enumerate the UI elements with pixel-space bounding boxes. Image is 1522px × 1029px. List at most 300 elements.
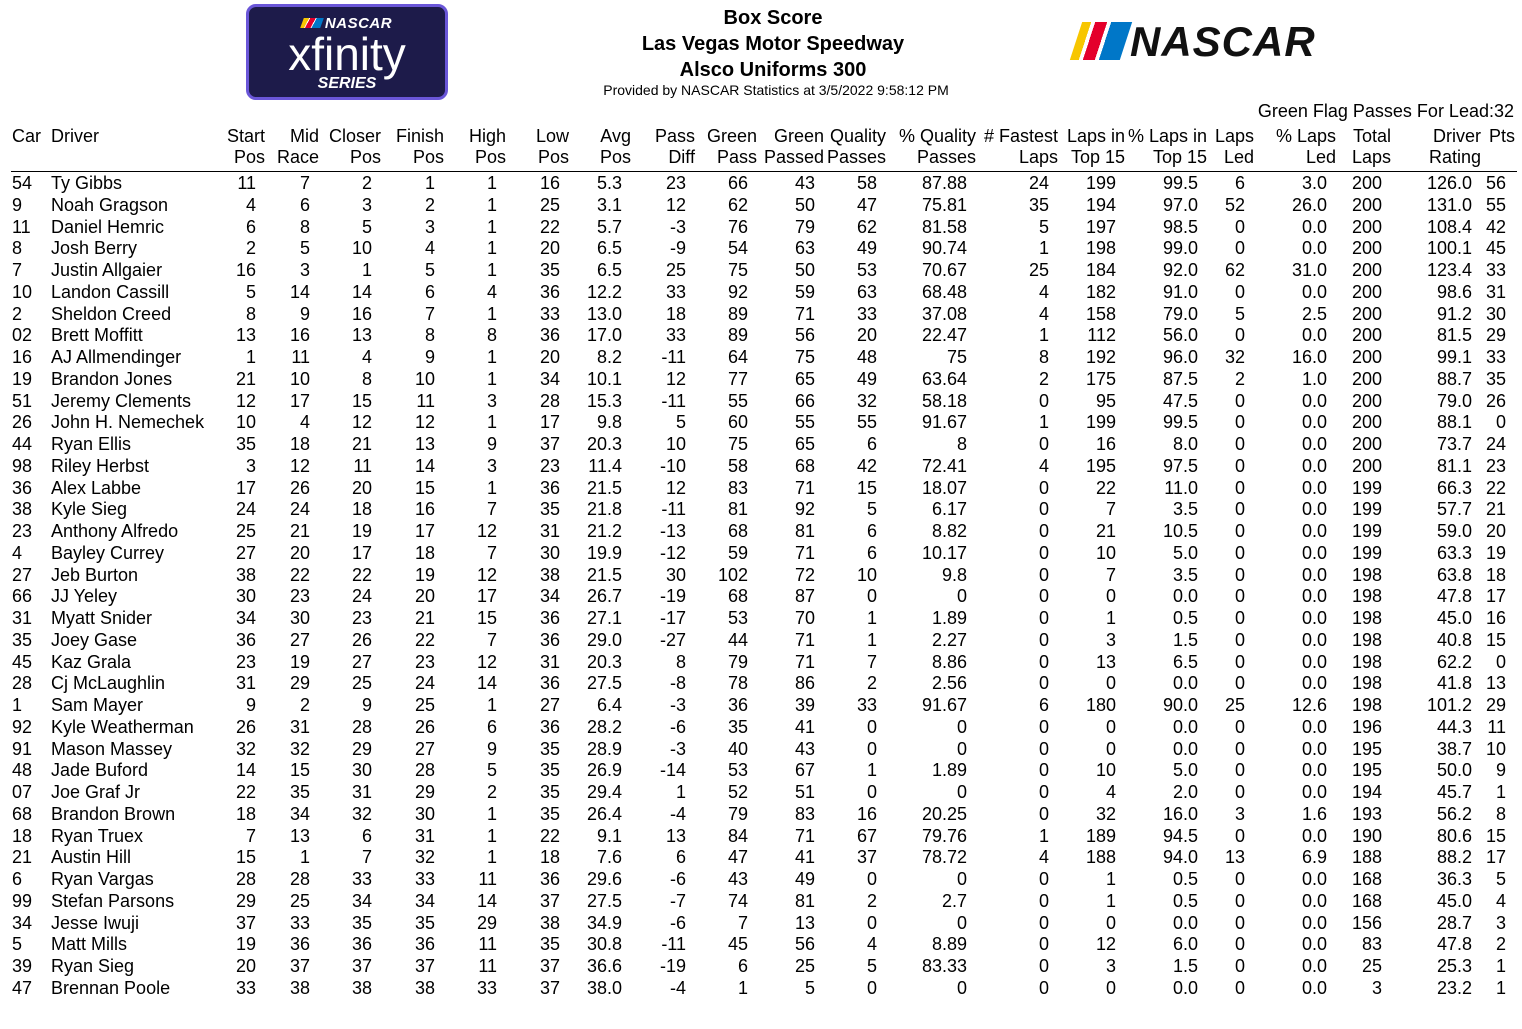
cell-laps-in-top-15: 16 <box>1095 434 1116 454</box>
cell-fastest-laps: 1 <box>1038 325 1049 346</box>
cell-driver-rating: 57.7 <box>1436 499 1472 520</box>
cell-low-pos: 30 <box>539 542 560 563</box>
cell-avg-pos: 15.3 <box>586 390 622 411</box>
column-header-line2: Laps <box>1018 147 1058 167</box>
cell-green-pass: 55 <box>727 390 748 411</box>
cell-start-pos: 13 <box>235 325 256 346</box>
column-header-line1: % Laps in <box>1127 126 1207 146</box>
cell-laps-led: 0 <box>1234 716 1245 737</box>
cell-laps-led: 0 <box>1234 934 1245 955</box>
cell-total-laps: 193 <box>1351 803 1382 824</box>
cell-laps-led: 0 <box>1234 390 1245 411</box>
cell-low-pos: 27 <box>539 695 560 715</box>
column-header-line2: Pos <box>537 147 569 167</box>
cell-pass-diff: 23 <box>665 173 686 193</box>
cell-quality-passes: 6 <box>866 521 877 541</box>
cell-pct-laps-in-top-15: 56.0 <box>1162 325 1198 346</box>
cell-avg-pos: 21.8 <box>586 499 622 520</box>
cell-pts: 16 <box>1485 608 1506 628</box>
cell-green-pass: 45 <box>727 934 748 955</box>
cell-car: 9 <box>12 194 23 215</box>
cell-driver: Joe Graf Jr <box>51 782 141 802</box>
cell-total-laps: 25 <box>1361 956 1382 976</box>
cell-laps-in-top-15: 0 <box>1105 673 1116 694</box>
cell-start-pos: 15 <box>235 847 256 868</box>
cell-avg-pos: 26.7 <box>586 586 622 607</box>
cell-laps-led: 13 <box>1224 847 1245 868</box>
cell-fastest-laps: 25 <box>1028 260 1049 280</box>
cell-high-pos: 6 <box>486 716 497 737</box>
cell-pct-quality-passes: 2.7 <box>941 890 967 911</box>
cell-laps-led: 0 <box>1234 738 1245 759</box>
cell-laps-in-top-15: 10 <box>1095 542 1116 563</box>
cell-laps-in-top-15: 3 <box>1105 956 1116 976</box>
cell-laps-in-top-15: 22 <box>1095 477 1116 498</box>
cell-pct-quality-passes: 90.74 <box>921 238 967 259</box>
cell-pct-laps-in-top-15: 0.0 <box>1172 673 1198 694</box>
cell-low-pos: 22 <box>539 825 560 846</box>
cell-green-passed: 13 <box>794 912 815 933</box>
cell-closer-pos: 33 <box>351 869 372 889</box>
xfinity-logo-top-label: NASCAR <box>324 15 393 32</box>
provided-by-line: Provided by NASCAR Statistics at 3/5/2022 9:58:12 PM <box>603 82 949 98</box>
cell-high-pos: 17 <box>476 586 497 607</box>
cell-finish-pos: 23 <box>414 651 435 672</box>
cell-mid-race: 24 <box>289 499 310 520</box>
table-row <box>0 673 1522 695</box>
cell-avg-pos: 11.4 <box>588 455 622 476</box>
cell-low-pos: 25 <box>539 194 560 215</box>
cell-pct-quality-passes: 6.17 <box>931 499 967 520</box>
column-header-line1: Low <box>535 126 569 146</box>
cell-pct-quality-passes: 1.89 <box>931 760 967 781</box>
cell-mid-race: 23 <box>289 586 310 607</box>
nascar-stripes-icon <box>1070 22 1132 60</box>
table-row <box>0 847 1522 869</box>
cell-pct-laps-in-top-15: 79.0 <box>1162 303 1198 324</box>
cell-quality-passes: 4 <box>866 934 877 955</box>
cell-car: 1 <box>12 695 23 715</box>
cell-green-pass: 79 <box>727 651 748 672</box>
cell-pct-quality-passes: 91.67 <box>921 695 967 715</box>
cell-pass-diff: 33 <box>665 325 686 346</box>
cell-pct-laps-in-top-15: 94.0 <box>1162 847 1198 868</box>
cell-pct-laps-led: 0.0 <box>1301 281 1327 302</box>
column-header-line1: Total <box>1352 126 1391 146</box>
cell-start-pos: 10 <box>235 412 256 433</box>
cell-finish-pos: 8 <box>424 325 435 346</box>
cell-driver: Landon Cassill <box>51 281 170 302</box>
cell-green-pass: 44 <box>727 629 748 650</box>
cell-driver: Ryan Vargas <box>51 869 154 889</box>
cell-driver-rating: 98.6 <box>1436 281 1472 302</box>
cell-driver: Jeb Burton <box>51 564 139 585</box>
column-header-line2: Passed <box>763 147 824 167</box>
cell-pts: 33 <box>1485 347 1506 367</box>
cell-start-pos: 18 <box>235 803 256 824</box>
cell-laps-in-top-15: 158 <box>1085 303 1116 324</box>
cell-start-pos: 26 <box>235 716 256 737</box>
cell-high-pos: 11 <box>478 934 497 955</box>
cell-green-passed: 71 <box>794 477 815 498</box>
cell-pct-quality-passes: 8.86 <box>931 651 967 672</box>
table-row <box>0 260 1522 282</box>
cell-pct-laps-led: 0.0 <box>1301 912 1327 933</box>
cell-quality-passes: 2 <box>866 890 877 911</box>
cell-laps-led: 0 <box>1234 216 1245 237</box>
cell-start-pos: 23 <box>235 651 256 672</box>
cell-start-pos: 27 <box>235 542 256 563</box>
table-row <box>0 739 1522 761</box>
cell-closer-pos: 16 <box>351 303 372 324</box>
column-header-line1: % Laps <box>1275 126 1336 146</box>
cell-closer-pos: 24 <box>351 586 372 607</box>
cell-finish-pos: 16 <box>414 499 435 520</box>
cell-mid-race: 35 <box>289 782 310 802</box>
cell-car: 38 <box>12 499 33 520</box>
cell-driver-rating: 126.0 <box>1426 173 1472 193</box>
cell-pct-laps-led: 0.0 <box>1301 390 1327 411</box>
cell-high-pos: 3 <box>486 455 497 476</box>
cell-pass-diff: -3 <box>669 738 686 759</box>
cell-mid-race: 5 <box>299 238 310 259</box>
cell-pct-laps-in-top-15: 97.0 <box>1162 194 1198 215</box>
cell-pts: 4 <box>1495 890 1506 911</box>
cell-low-pos: 17 <box>539 412 560 433</box>
cell-start-pos: 25 <box>235 521 256 541</box>
cell-start-pos: 14 <box>235 760 256 781</box>
cell-total-laps: 199 <box>1351 521 1382 541</box>
cell-fastest-laps: 0 <box>1038 956 1049 976</box>
cell-pct-laps-led: 0.0 <box>1301 216 1327 237</box>
cell-laps-in-top-15: 180 <box>1085 695 1116 715</box>
cell-green-pass: 36 <box>727 695 748 715</box>
cell-green-passed: 41 <box>794 847 815 868</box>
cell-green-passed: 56 <box>794 934 815 955</box>
cell-start-pos: 9 <box>245 695 256 715</box>
cell-quality-passes: 0 <box>866 782 877 802</box>
cell-finish-pos: 14 <box>414 455 435 476</box>
cell-mid-race: 25 <box>289 890 310 911</box>
cell-pct-laps-led: 0.0 <box>1301 455 1327 476</box>
cell-pts: 15 <box>1485 629 1506 650</box>
cell-high-pos: 9 <box>486 434 497 454</box>
cell-avg-pos: 5.3 <box>596 173 622 193</box>
cell-total-laps: 200 <box>1351 281 1382 302</box>
table-row <box>0 978 1522 1000</box>
cell-driver-rating: 88.2 <box>1436 847 1472 868</box>
cell-laps-in-top-15: 112 <box>1087 325 1116 346</box>
cell-fastest-laps: 0 <box>1038 608 1049 628</box>
cell-car: 28 <box>12 673 33 694</box>
cell-pass-diff: -19 <box>659 956 686 976</box>
column-header-line2: Laps <box>1351 147 1391 167</box>
cell-quality-passes: 0 <box>866 977 877 998</box>
cell-closer-pos: 2 <box>361 173 372 193</box>
cell-pass-diff: 12 <box>665 194 686 215</box>
cell-driver-rating: 73.7 <box>1436 434 1472 454</box>
cell-start-pos: 38 <box>235 564 256 585</box>
cell-pass-diff: 6 <box>675 847 686 868</box>
cell-green-passed: 75 <box>794 347 815 367</box>
cell-total-laps: 198 <box>1351 586 1382 607</box>
cell-pts: 29 <box>1485 325 1506 346</box>
cell-closer-pos: 31 <box>351 782 372 802</box>
cell-avg-pos: 29.0 <box>586 629 622 650</box>
cell-green-pass: 40 <box>727 738 748 759</box>
nascar-logo-wordmark: NASCAR <box>1130 18 1316 65</box>
cell-laps-in-top-15: 182 <box>1085 281 1116 302</box>
table-row <box>0 304 1522 326</box>
cell-fastest-laps: 0 <box>1038 977 1049 998</box>
table-row <box>0 499 1522 521</box>
cell-pct-quality-passes: 18.07 <box>921 477 967 498</box>
cell-mid-race: 9 <box>299 303 310 324</box>
cell-driver: Josh Berry <box>51 238 138 259</box>
cell-laps-in-top-15: 0 <box>1105 738 1116 759</box>
cell-quality-passes: 6 <box>866 434 877 454</box>
cell-fastest-laps: 0 <box>1038 629 1049 650</box>
cell-fastest-laps: 24 <box>1028 173 1049 193</box>
cell-pass-diff: -4 <box>669 977 686 998</box>
cell-fastest-laps: 0 <box>1038 434 1049 454</box>
cell-start-pos: 28 <box>235 869 256 889</box>
cell-car: 6 <box>12 869 23 889</box>
cell-quality-passes: 0 <box>866 869 877 889</box>
cell-quality-passes: 49 <box>856 238 877 259</box>
table-row <box>0 782 1522 804</box>
table-row <box>0 826 1522 848</box>
cell-avg-pos: 6.4 <box>596 695 622 715</box>
cell-green-pass: 64 <box>727 347 748 367</box>
cell-total-laps: 188 <box>1351 847 1382 868</box>
cell-green-passed: 25 <box>794 956 815 976</box>
cell-pct-quality-passes: 2.27 <box>931 629 967 650</box>
cell-pass-diff: -3 <box>669 695 686 715</box>
column-header-line1: Quality <box>829 126 886 146</box>
cell-start-pos: 6 <box>245 216 256 237</box>
cell-closer-pos: 18 <box>351 499 372 520</box>
cell-pct-quality-passes: 1.89 <box>931 608 967 628</box>
cell-closer-pos: 5 <box>361 216 372 237</box>
cell-green-pass: 77 <box>727 368 748 389</box>
cell-high-pos: 14 <box>476 890 497 911</box>
cell-driver: Jade Buford <box>51 760 149 781</box>
cell-closer-pos: 25 <box>351 673 372 694</box>
cell-laps-in-top-15: 10 <box>1095 760 1116 781</box>
cell-quality-passes: 1 <box>866 608 877 628</box>
cell-high-pos: 1 <box>486 260 497 280</box>
table-row <box>0 717 1522 739</box>
cell-green-passed: 51 <box>794 782 815 802</box>
cell-laps-led: 0 <box>1234 412 1245 433</box>
cell-green-passed: 65 <box>794 434 815 454</box>
cell-total-laps: 168 <box>1351 890 1382 911</box>
cell-driver-rating: 81.1 <box>1436 455 1472 476</box>
cell-driver-rating: 45.7 <box>1436 782 1472 802</box>
cell-green-passed: 50 <box>794 260 815 280</box>
cell-low-pos: 36 <box>539 477 560 498</box>
cell-laps-in-top-15: 12 <box>1095 934 1116 955</box>
cell-mid-race: 27 <box>289 629 310 650</box>
cell-car: 66 <box>12 586 33 607</box>
cell-green-passed: 71 <box>794 542 815 563</box>
cell-fastest-laps: 0 <box>1038 586 1049 607</box>
column-header-line2: Led <box>1305 147 1336 167</box>
cell-closer-pos: 14 <box>351 281 372 302</box>
cell-pts: 45 <box>1485 238 1506 259</box>
column-header-line1: # Fastest <box>983 126 1058 146</box>
cell-start-pos: 20 <box>235 956 256 976</box>
cell-pts: 8 <box>1495 803 1506 824</box>
cell-high-pos: 1 <box>486 173 497 193</box>
race-name: Alsco Uniforms 300 <box>679 59 867 81</box>
cell-laps-in-top-15: 0 <box>1105 912 1116 933</box>
cell-finish-pos: 30 <box>414 803 435 824</box>
cell-driver-rating: 63.3 <box>1436 542 1472 563</box>
cell-avg-pos: 29.4 <box>586 782 622 802</box>
cell-green-pass: 89 <box>727 325 748 346</box>
cell-quality-passes: 58 <box>856 173 877 193</box>
cell-driver-rating: 45.0 <box>1436 890 1472 911</box>
cell-green-pass: 75 <box>727 260 748 280</box>
cell-green-passed: 81 <box>794 521 815 541</box>
cell-green-pass: 83 <box>727 477 748 498</box>
column-header-line1: Driver <box>1433 126 1481 146</box>
cell-total-laps: 200 <box>1351 412 1382 433</box>
column-header-car <box>12 126 41 147</box>
cell-avg-pos: 21.5 <box>586 564 622 585</box>
cell-laps-in-top-15: 192 <box>1085 347 1116 367</box>
cell-total-laps: 200 <box>1351 325 1382 346</box>
cell-avg-pos: 27.5 <box>586 890 622 911</box>
xfinity-logo-series-label: SERIES <box>317 75 377 92</box>
cell-finish-pos: 11 <box>416 390 435 411</box>
cell-pct-laps-led: 6.9 <box>1301 847 1327 868</box>
cell-avg-pos: 36.6 <box>586 956 622 976</box>
cell-pct-laps-in-top-15: 1.5 <box>1172 629 1198 650</box>
cell-pct-laps-led: 3.0 <box>1301 173 1327 193</box>
cell-finish-pos: 33 <box>414 869 435 889</box>
cell-finish-pos: 15 <box>414 477 435 498</box>
cell-pct-laps-led: 12.6 <box>1291 695 1327 715</box>
cell-finish-pos: 28 <box>414 760 435 781</box>
cell-quality-passes: 37 <box>856 847 877 868</box>
cell-green-pass: 102 <box>717 564 748 585</box>
cell-driver: Kaz Grala <box>51 651 132 672</box>
cell-pct-laps-in-top-15: 11.0 <box>1164 477 1198 498</box>
cell-driver-rating: 41.8 <box>1436 673 1472 694</box>
cell-pct-laps-in-top-15: 99.5 <box>1162 173 1198 193</box>
cell-pct-laps-in-top-15: 0.0 <box>1172 912 1198 933</box>
cell-pct-quality-passes: 58.18 <box>921 390 967 411</box>
cell-driver-rating: 40.8 <box>1436 629 1472 650</box>
cell-laps-in-top-15: 0 <box>1105 586 1116 607</box>
cell-mid-race: 26 <box>289 477 310 498</box>
cell-car: 4 <box>12 542 23 563</box>
cell-pts: 15 <box>1485 825 1506 846</box>
cell-pct-quality-passes: 83.33 <box>921 956 967 976</box>
cell-low-pos: 36 <box>539 325 560 346</box>
cell-avg-pos: 20.3 <box>586 651 622 672</box>
cell-quality-passes: 67 <box>856 825 877 846</box>
cell-pts: 5 <box>1495 869 1506 889</box>
cell-mid-race: 1 <box>299 847 310 868</box>
cell-laps-led: 3 <box>1234 803 1245 824</box>
cell-laps-led: 0 <box>1234 521 1245 541</box>
cell-laps-led: 0 <box>1234 542 1245 563</box>
cell-avg-pos: 26.9 <box>586 760 622 781</box>
cell-quality-passes: 16 <box>856 803 877 824</box>
cell-high-pos: 1 <box>486 477 497 498</box>
cell-car: 51 <box>12 390 33 411</box>
cell-low-pos: 35 <box>539 738 560 759</box>
cell-high-pos: 1 <box>486 695 497 715</box>
cell-driver: AJ Allmendinger <box>51 347 182 367</box>
cell-pass-diff: 8 <box>675 651 686 672</box>
cell-pts: 17 <box>1485 847 1506 868</box>
cell-low-pos: 36 <box>539 281 560 302</box>
cell-quality-passes: 10 <box>856 564 877 585</box>
cell-laps-in-top-15: 175 <box>1085 368 1116 389</box>
cell-driver-rating: 80.6 <box>1436 825 1472 846</box>
cell-pct-quality-passes: 91.67 <box>921 412 967 433</box>
cell-fastest-laps: 0 <box>1038 651 1049 672</box>
cell-green-passed: 49 <box>794 869 815 889</box>
cell-fastest-laps: 0 <box>1038 499 1049 520</box>
cell-car: 45 <box>12 651 33 672</box>
cell-pts: 19 <box>1485 542 1506 563</box>
column-header-line2: Rating <box>1428 147 1481 167</box>
cell-total-laps: 190 <box>1351 825 1382 846</box>
table-row <box>0 652 1522 674</box>
cell-low-pos: 38 <box>539 912 560 933</box>
cell-laps-in-top-15: 13 <box>1095 651 1116 672</box>
cell-car: 68 <box>12 803 33 824</box>
cell-car: 16 <box>12 347 33 367</box>
cell-car: 48 <box>12 760 33 781</box>
cell-green-passed: 87 <box>794 586 815 607</box>
column-header-line2: Pos <box>412 147 444 167</box>
cell-high-pos: 8 <box>486 325 497 346</box>
cell-green-passed: 59 <box>794 281 815 302</box>
cell-laps-led: 62 <box>1224 260 1245 280</box>
cell-mid-race: 33 <box>289 912 310 933</box>
cell-pct-laps-in-top-15: 0.0 <box>1172 738 1198 759</box>
cell-laps-led: 0 <box>1234 977 1245 998</box>
cell-total-laps: 200 <box>1351 434 1382 454</box>
cell-pass-diff: -9 <box>669 238 686 259</box>
cell-fastest-laps: 0 <box>1038 934 1049 955</box>
column-header-line2: Top 15 <box>1070 147 1125 167</box>
cell-pass-diff: 33 <box>665 281 686 302</box>
cell-laps-in-top-15: 0 <box>1105 716 1116 737</box>
cell-pct-laps-led: 0.0 <box>1301 325 1327 346</box>
cell-laps-in-top-15: 199 <box>1085 412 1116 433</box>
cell-pct-laps-led: 0.0 <box>1301 673 1327 694</box>
cell-pts: 21 <box>1485 499 1506 520</box>
cell-fastest-laps: 0 <box>1038 521 1049 541</box>
cell-pct-quality-passes: 0 <box>956 782 967 802</box>
cell-quality-passes: 0 <box>866 738 877 759</box>
cell-pass-diff: -3 <box>669 216 686 237</box>
cell-laps-in-top-15: 1 <box>1105 608 1116 628</box>
cell-pct-laps-in-top-15: 3.5 <box>1172 564 1198 585</box>
column-header-line1: Green <box>773 126 824 146</box>
cell-closer-pos: 3 <box>361 194 372 215</box>
cell-total-laps: 168 <box>1351 869 1382 889</box>
cell-low-pos: 18 <box>539 847 560 868</box>
